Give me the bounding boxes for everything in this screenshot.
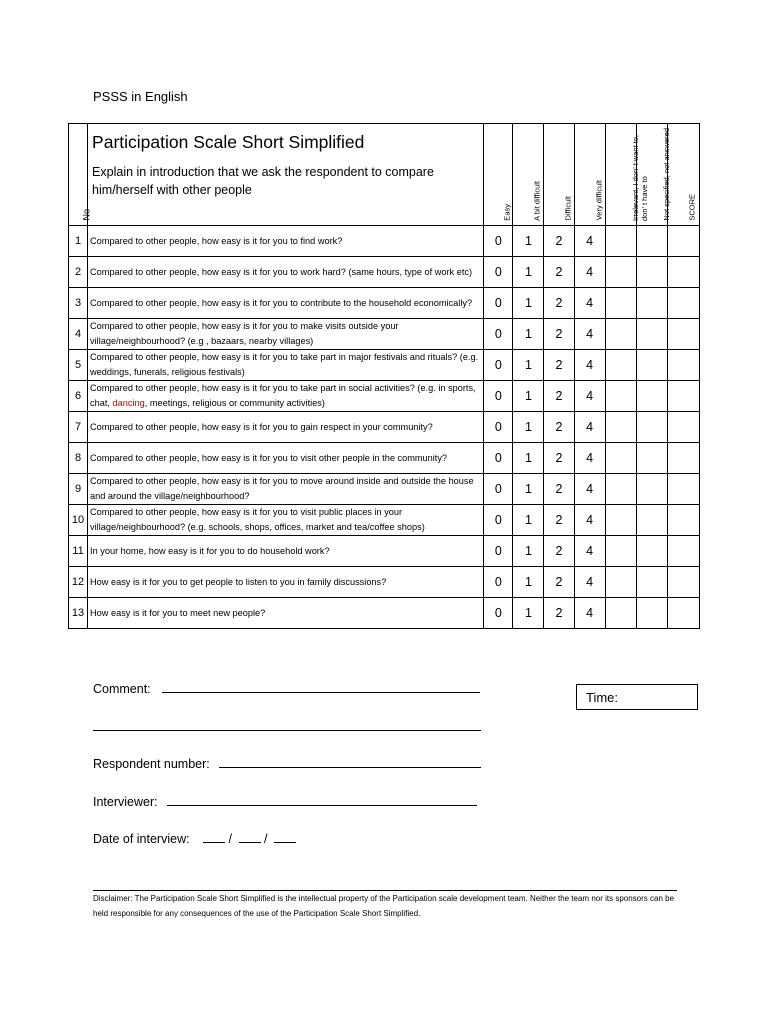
- score-option[interactable]: 4: [574, 226, 605, 257]
- interviewer-label: Interviewer:: [93, 795, 158, 809]
- question-text: Compared to other people, how easy is it for you to find work?: [88, 226, 484, 257]
- score-option[interactable]: 0: [484, 226, 513, 257]
- question-text: Compared to other people, how easy is it for you to make visits outside your village/neighbourhood? (e.g , bazaars, nearby villages): [88, 319, 484, 350]
- document-label: PSSS in English: [93, 89, 188, 104]
- col-header-very-difficult: Very difficult: [574, 124, 605, 226]
- score-option[interactable]: 2: [544, 319, 574, 350]
- row-number: 3: [69, 288, 88, 319]
- date-month-line[interactable]: [239, 830, 261, 843]
- score-cell[interactable]: [667, 505, 699, 536]
- score-option[interactable]: 2: [544, 567, 574, 598]
- irrelevant-cell[interactable]: [605, 443, 636, 474]
- score-option[interactable]: 2: [544, 381, 574, 412]
- score-option[interactable]: 4: [574, 598, 605, 629]
- irrelevant-cell[interactable]: [605, 257, 636, 288]
- score-option[interactable]: 2: [544, 350, 574, 381]
- not-specified-cell[interactable]: [636, 226, 667, 257]
- question-text: How easy is it for you to meet new people?: [88, 598, 484, 629]
- row-number: 13: [69, 598, 88, 629]
- comment-line-2-field[interactable]: [93, 718, 481, 734]
- score-option[interactable]: 1: [513, 412, 544, 443]
- not-specified-cell[interactable]: [636, 257, 667, 288]
- highlighted-word: dancing: [112, 398, 145, 408]
- not-specified-cell[interactable]: [636, 381, 667, 412]
- score-option[interactable]: 1: [513, 505, 544, 536]
- score-cell[interactable]: [667, 567, 699, 598]
- table-row: [69, 443, 700, 474]
- participation-scale-table: [68, 123, 700, 629]
- not-specified-cell[interactable]: [636, 350, 667, 381]
- not-specified-cell[interactable]: [636, 319, 667, 350]
- score-option[interactable]: 0: [484, 381, 513, 412]
- row-number: 10: [69, 505, 88, 536]
- score-option[interactable]: 4: [574, 257, 605, 288]
- table-row: [69, 474, 700, 505]
- row-number: 9: [69, 474, 88, 505]
- not-specified-cell[interactable]: [636, 288, 667, 319]
- score-option[interactable]: 4: [574, 288, 605, 319]
- table-row: [69, 381, 700, 412]
- irrelevant-cell[interactable]: [605, 412, 636, 443]
- table-row: [69, 567, 700, 598]
- not-specified-cell[interactable]: [636, 505, 667, 536]
- respondent-number-line[interactable]: [219, 755, 481, 768]
- comment-line-2[interactable]: [93, 718, 481, 731]
- question-text: Compared to other people, how easy is it for you to move around inside and outside the house and around the village/neighbourhood?: [88, 474, 484, 505]
- score-option[interactable]: 2: [544, 226, 574, 257]
- time-label: Time:: [586, 690, 619, 705]
- score-option[interactable]: 0: [484, 567, 513, 598]
- score-option[interactable]: 0: [484, 257, 513, 288]
- score-option[interactable]: 4: [574, 381, 605, 412]
- score-option[interactable]: 1: [513, 319, 544, 350]
- irrelevant-cell[interactable]: [605, 474, 636, 505]
- irrelevant-cell[interactable]: [605, 226, 636, 257]
- irrelevant-cell[interactable]: [605, 319, 636, 350]
- date-of-interview-field[interactable]: [93, 830, 296, 846]
- col-header-easy: Easy: [484, 124, 513, 226]
- table-row: [69, 257, 700, 288]
- question-text: Compared to other people, how easy is it for you to contribute to the household economically?: [88, 288, 484, 319]
- score-option[interactable]: 2: [544, 443, 574, 474]
- row-number: 8: [69, 443, 88, 474]
- score-cell[interactable]: [667, 350, 699, 381]
- score-option[interactable]: 4: [574, 505, 605, 536]
- score-option[interactable]: 2: [544, 288, 574, 319]
- score-option[interactable]: 4: [574, 412, 605, 443]
- question-text: Compared to other people, how easy is it for you to take part in social activities? (e.g. in sports, chat, dancing, meetings, religious or community activities): [88, 381, 484, 412]
- question-text: In your home, how easy is it for you to do household work?: [88, 536, 484, 567]
- table-header-row: [69, 124, 700, 226]
- score-option[interactable]: 4: [574, 567, 605, 598]
- score-cell[interactable]: [667, 226, 699, 257]
- irrelevant-cell[interactable]: [605, 381, 636, 412]
- score-option[interactable]: 0: [484, 505, 513, 536]
- score-cell[interactable]: [667, 536, 699, 567]
- row-number: 1: [69, 226, 88, 257]
- row-number: 11: [69, 536, 88, 567]
- row-number: 6: [69, 381, 88, 412]
- question-text: Compared to other people, how easy is it for you to visit public places in your village/neighbourhood? (e.g. schools, shops, offices, market and tea/coffee shops): [88, 505, 484, 536]
- score-option[interactable]: 2: [544, 474, 574, 505]
- not-specified-cell[interactable]: [636, 443, 667, 474]
- score-cell[interactable]: [667, 319, 699, 350]
- table-row: [69, 505, 700, 536]
- date-separator: /: [264, 832, 268, 846]
- score-option[interactable]: 1: [513, 381, 544, 412]
- table-row: [69, 598, 700, 629]
- not-specified-cell[interactable]: [636, 598, 667, 629]
- score-option[interactable]: 4: [574, 474, 605, 505]
- question-text: Compared to other people, how easy is it for you to take part in major festivals and rituals? (e.g. weddings, funerals, religious festivals): [88, 350, 484, 381]
- score-option[interactable]: 1: [513, 288, 544, 319]
- score-option[interactable]: 2: [544, 257, 574, 288]
- irrelevant-cell[interactable]: [605, 536, 636, 567]
- score-cell[interactable]: [667, 474, 699, 505]
- date-of-interview-label: Date of interview:: [93, 832, 190, 846]
- score-option[interactable]: 0: [484, 536, 513, 567]
- score-option[interactable]: 4: [574, 443, 605, 474]
- score-option[interactable]: 1: [513, 598, 544, 629]
- table-row: [69, 226, 700, 257]
- not-specified-cell[interactable]: [636, 474, 667, 505]
- score-cell[interactable]: [667, 288, 699, 319]
- irrelevant-cell[interactable]: [605, 288, 636, 319]
- irrelevant-cell[interactable]: [605, 350, 636, 381]
- row-number: 2: [69, 257, 88, 288]
- interviewer-line[interactable]: [167, 793, 477, 806]
- question-text: Compared to other people, how easy is it for you to work hard? (same hours, type of work etc): [88, 257, 484, 288]
- score-option[interactable]: 4: [574, 319, 605, 350]
- form-title: Participation Scale Short Simplified: [92, 132, 365, 152]
- question-text: Compared to other people, how easy is it for you to visit other people in the community?: [88, 443, 484, 474]
- not-specified-cell[interactable]: [636, 536, 667, 567]
- score-option[interactable]: 1: [513, 474, 544, 505]
- score-cell[interactable]: [667, 412, 699, 443]
- disclaimer-text: Disclaimer: The Participation Scale Short Simplified is the intellectual property of the Participation scale development team. Neither the team nor its sponsors can be held responsible for any consequences of the use of the Participation Scale Short Simplified.: [93, 894, 675, 918]
- date-separator: /: [228, 832, 233, 846]
- question-text: Compared to other people, how easy is it for you to gain respect in your community?: [88, 412, 484, 443]
- score-option[interactable]: 1: [513, 226, 544, 257]
- not-specified-cell[interactable]: [636, 567, 667, 598]
- interviewer-field[interactable]: [93, 793, 477, 809]
- irrelevant-cell[interactable]: [605, 505, 636, 536]
- col-header-a-bit-difficult: A bit difficult: [513, 124, 544, 226]
- score-option[interactable]: 2: [544, 598, 574, 629]
- score-option[interactable]: 1: [513, 536, 544, 567]
- score-option[interactable]: 0: [484, 319, 513, 350]
- col-header-not-specified: Not specified, not answered: [636, 124, 667, 226]
- comment-line-1[interactable]: [162, 680, 480, 693]
- row-number: 4: [69, 319, 88, 350]
- title-cell: [88, 124, 484, 226]
- score-option[interactable]: 0: [484, 288, 513, 319]
- respondent-number-field[interactable]: [93, 755, 481, 771]
- col-header-irrelevant: Irrelevant, I don’ t want to, don’ t have to: [605, 124, 636, 226]
- not-specified-cell[interactable]: [636, 412, 667, 443]
- score-option[interactable]: 2: [544, 536, 574, 567]
- table-row: [69, 350, 700, 381]
- score-cell[interactable]: [667, 381, 699, 412]
- irrelevant-cell[interactable]: [605, 567, 636, 598]
- time-box[interactable]: [576, 684, 698, 710]
- score-option[interactable]: 0: [484, 474, 513, 505]
- comment-field[interactable]: [93, 680, 480, 696]
- score-option[interactable]: 4: [574, 350, 605, 381]
- score-cell[interactable]: [667, 443, 699, 474]
- score-option[interactable]: 1: [513, 350, 544, 381]
- score-option[interactable]: 2: [544, 412, 574, 443]
- form-subtitle: Explain in introduction that we ask the respondent to compare him/herself with other people: [92, 165, 434, 197]
- no-column-header: No: [69, 124, 88, 226]
- score-cell[interactable]: [667, 257, 699, 288]
- table-row: [69, 288, 700, 319]
- row-number: 12: [69, 567, 88, 598]
- score-option[interactable]: 0: [484, 350, 513, 381]
- comment-label: Comment:: [93, 682, 151, 696]
- score-option[interactable]: 1: [513, 257, 544, 288]
- irrelevant-cell[interactable]: [605, 598, 636, 629]
- score-cell[interactable]: [667, 598, 699, 629]
- table-row: [69, 319, 700, 350]
- table-row: [69, 412, 700, 443]
- score-option[interactable]: 4: [574, 536, 605, 567]
- date-day-line[interactable]: [203, 830, 225, 843]
- score-option[interactable]: 1: [513, 567, 544, 598]
- respondent-number-label: Respondent number:: [93, 757, 210, 771]
- date-year-line[interactable]: [274, 830, 296, 843]
- score-option[interactable]: 0: [484, 598, 513, 629]
- col-header-score: SCORE: [667, 124, 699, 226]
- score-option[interactable]: 1: [513, 443, 544, 474]
- row-number: 5: [69, 350, 88, 381]
- score-option[interactable]: 0: [484, 412, 513, 443]
- table-row: [69, 536, 700, 567]
- score-option[interactable]: 0: [484, 443, 513, 474]
- row-number: 7: [69, 412, 88, 443]
- col-header-difficult: Difficult: [544, 124, 574, 226]
- score-option[interactable]: 2: [544, 505, 574, 536]
- question-text: How easy is it for you to get people to listen to you in family discussions?: [88, 567, 484, 598]
